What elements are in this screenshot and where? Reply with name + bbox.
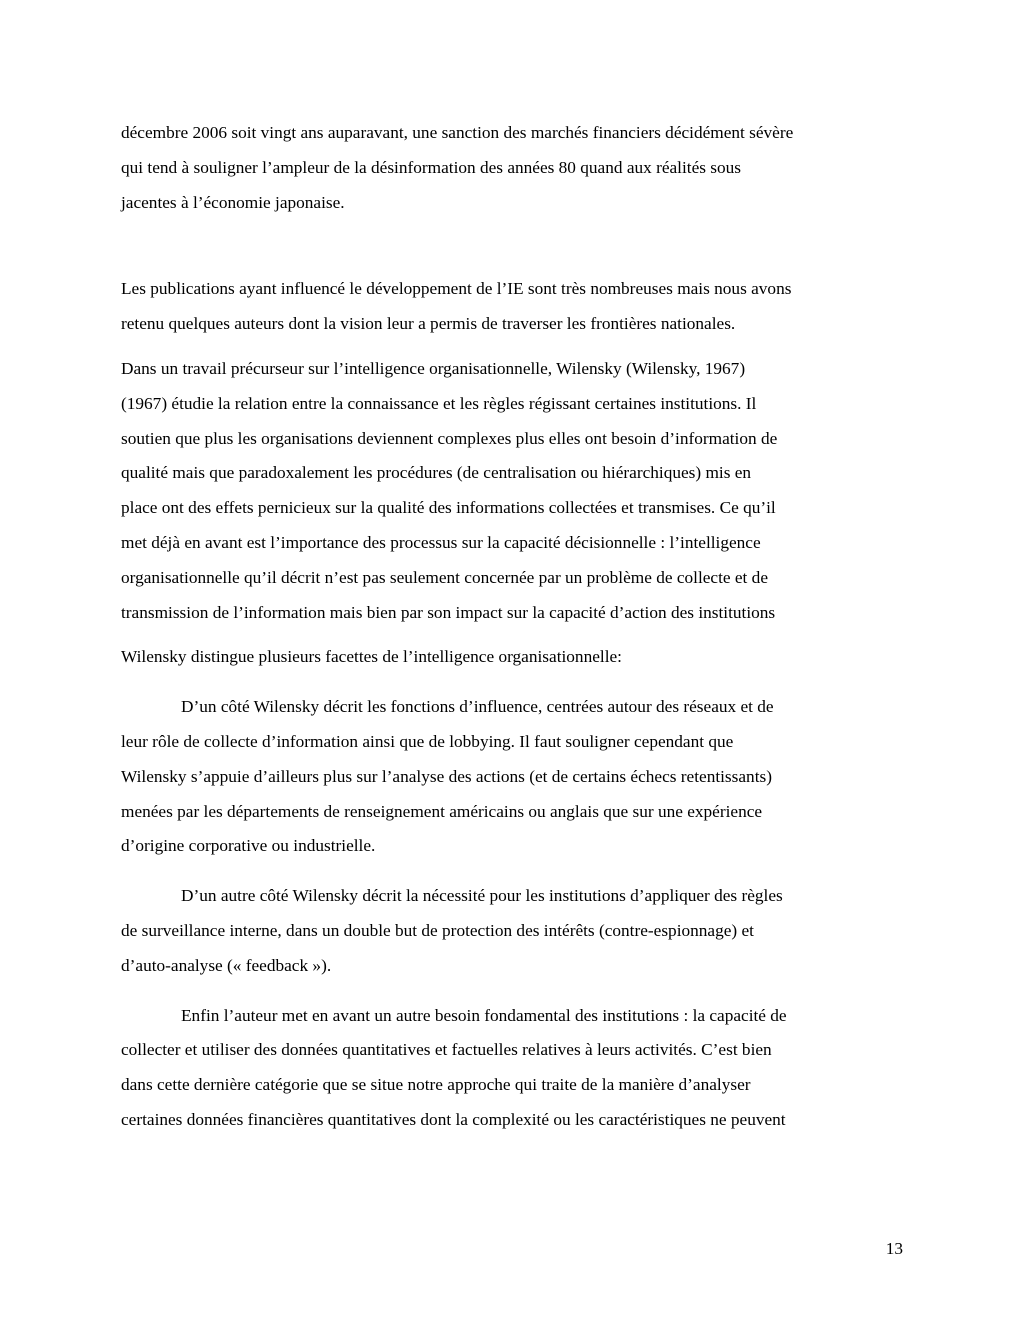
text-line: d’auto-analyse (« feedback »). [121, 955, 332, 975]
text-line: (1967) étudie la relation entre la connaissance et les règles régissant certaines institutions. Il [121, 393, 757, 413]
text-line: qualité mais que paradoxalement les procédures (de centralisation ou hiérarchiques) mis en [121, 463, 752, 483]
paragraph-wilensky [121, 352, 913, 630]
text-line: certaines données financières quantitatives dont la complexité ou les caractéristiques ne peuvent [121, 1109, 786, 1129]
text-line: Wilensky distingue plusieurs facettes de l’intelligence organisationnelle: [121, 647, 622, 667]
text-line: menées par les départements de renseignement américains ou anglais que sur une expérience [121, 801, 763, 821]
text-line: qui tend à souligner l’ampleur de la désinformation des années 80 quand aux réalités sous [121, 157, 742, 177]
text-line: collecter et utiliser des données quantitatives et factuelles relatives à leurs activités. C’est bien [121, 1040, 772, 1060]
text-line: Enfin l’auteur met en avant un autre besoin fondamental des institutions : la capacité de [181, 1005, 787, 1025]
text-line: décembre 2006 soit vingt ans auparavant, une sanction des marchés financiers décidément sévère [121, 123, 794, 142]
paragraph-influence [121, 690, 913, 864]
text-line: retenu quelques auteurs dont la vision leur a permis de traverser les frontières nationales. [121, 314, 736, 334]
paragraph-facets [121, 640, 913, 675]
paragraph-quantitative [121, 999, 913, 1138]
page-number: 13 [885, 1239, 903, 1258]
text-line: D’un autre côté Wilensky décrit la nécessité pour les institutions d’appliquer des règles [181, 886, 783, 906]
text-line: organisationnelle qu’il décrit n’est pas seulement concernée par un problème de collecte et de [121, 567, 768, 587]
text-line: D’un côté Wilensky décrit les fonctions d’influence, centrées autour des réseaux et de [181, 697, 774, 717]
page-body [121, 116, 913, 1138]
text-line: Les publications ayant influencé le développement de l’IE sont très nombreuses mais nous avons [121, 279, 792, 299]
paragraph-publications [121, 272, 913, 342]
text-line: jacentes à l’économie japonaise. [121, 192, 345, 212]
text-line: de surveillance interne, dans un double but de protection des intérêts (contre-espionnage) et [121, 920, 754, 940]
text-line: soutien que plus les organisations deviennent complexes plus elles ont besoin d’information de [121, 428, 778, 448]
text-line: place ont des effets pernicieux sur la qualité des informations collectées et transmises. Ce qu’il [121, 498, 776, 518]
text-line: met déjà en avant est l’importance des processus sur la capacité décisionnelle : l’intelligence [121, 532, 761, 552]
paragraph-intro [121, 116, 913, 220]
text-line: dans cette dernière catégorie que se situe notre approche qui traite de la manière d’analyser [121, 1075, 751, 1095]
text-line: transmission de l’information mais bien par son impact sur la capacité d’action des institutions [121, 602, 776, 622]
text-line: Wilensky s’appuie d’ailleurs plus sur l’analyse des actions (et de certains échecs retentissants) [121, 766, 772, 786]
text-line: Dans un travail précurseur sur l’intelligence organisationnelle, Wilensky (Wilensky, 1967) [121, 358, 746, 378]
text-line: leur rôle de collecte d’information ainsi que de lobbying. Il faut souligner cependant que [121, 731, 734, 751]
text-line: d’origine corporative ou industrielle. [121, 836, 376, 856]
paragraph-surveillance [121, 879, 913, 983]
